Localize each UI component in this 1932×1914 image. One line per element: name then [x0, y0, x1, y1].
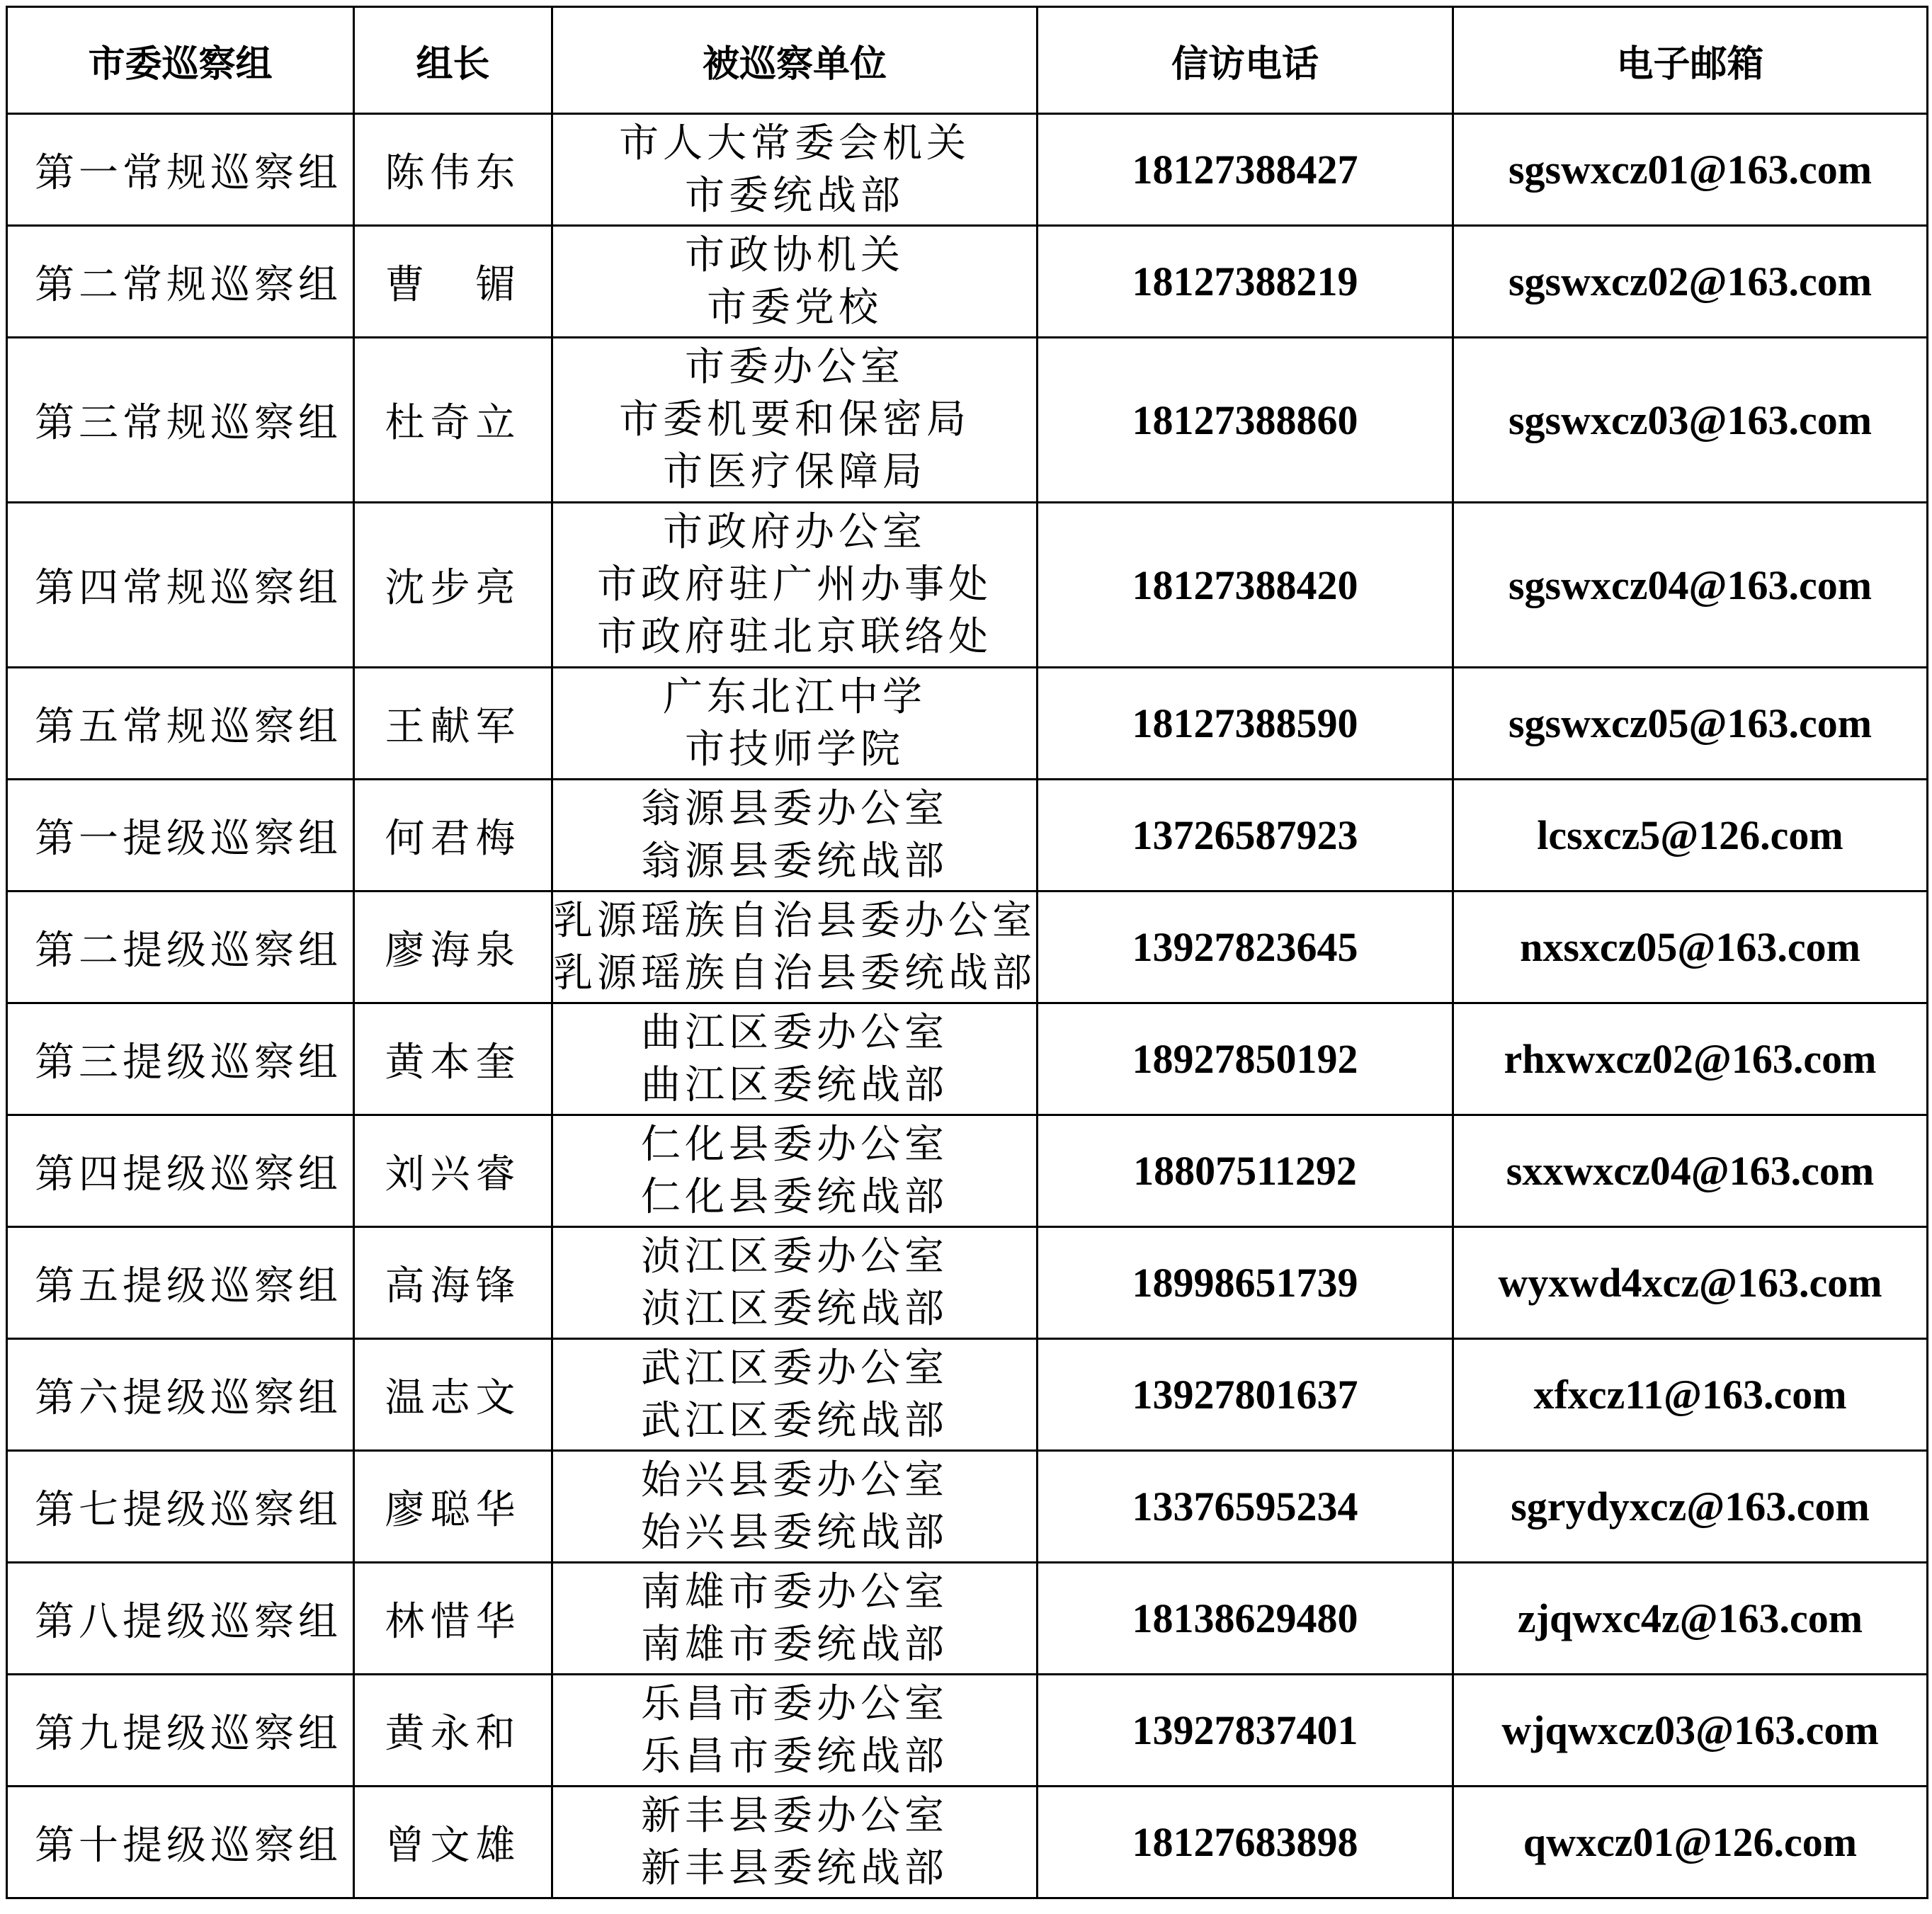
unit-line: 市政协机关 — [685, 232, 904, 278]
leader-name: 陈伟东 — [354, 114, 552, 226]
inspected-units — [552, 114, 1038, 226]
leader-name: 黄本奎 — [354, 1003, 552, 1115]
email-address: sgswxcz02@163.com — [1453, 226, 1928, 338]
group-name: 第八提级巡察组 — [7, 1563, 354, 1675]
group-name: 第九提级巡察组 — [7, 1675, 354, 1787]
inspected-units — [552, 1003, 1038, 1115]
header-units: 被巡察单位 — [552, 7, 1038, 114]
table-row — [7, 1675, 1928, 1787]
leader-name: 何君梅 — [354, 780, 552, 892]
group-name: 第五提级巡察组 — [7, 1227, 354, 1339]
table-row — [7, 1787, 1928, 1898]
leader-name: 林惜华 — [354, 1563, 552, 1675]
unit-line: 曲江区委统战部 — [641, 1061, 948, 1108]
inspected-units — [552, 1787, 1038, 1898]
unit-line: 乳源瑶族自治县委办公室 — [553, 897, 1036, 944]
inspected-units — [552, 1339, 1038, 1451]
email-address: wyxwd4xcz@163.com — [1453, 1227, 1928, 1339]
unit-line: 南雄市委办公室 — [641, 1568, 948, 1615]
unit-line: 翁源县委办公室 — [641, 785, 948, 832]
group-name: 第三提级巡察组 — [7, 1003, 354, 1115]
unit-line: 市政府驻北京联络处 — [597, 614, 992, 660]
email-address: sgswxcz01@163.com — [1453, 114, 1928, 226]
group-name: 第四常规巡察组 — [7, 503, 354, 668]
inspected-units — [552, 1563, 1038, 1675]
table-row — [7, 780, 1928, 892]
header-row — [7, 7, 1928, 114]
leader-name: 刘兴睿 — [354, 1115, 552, 1227]
table-row — [7, 1115, 1928, 1227]
leader-name: 黄永和 — [354, 1675, 552, 1787]
phone-number: 13376595234 — [1038, 1451, 1453, 1563]
phone-number: 18998651739 — [1038, 1227, 1453, 1339]
table-row — [7, 892, 1928, 1003]
inspected-units — [552, 1675, 1038, 1787]
unit-line: 市委机要和保密局 — [619, 397, 970, 443]
table-row — [7, 1003, 1928, 1115]
header-email: 电子邮箱 — [1453, 7, 1928, 114]
phone-number: 13927823645 — [1038, 892, 1453, 1003]
leader-name: 温志文 — [354, 1339, 552, 1451]
inspected-units — [552, 226, 1038, 338]
unit-line: 始兴县委统战部 — [641, 1509, 948, 1556]
phone-number: 18127388427 — [1038, 114, 1453, 226]
leader-name: 廖海泉 — [354, 892, 552, 1003]
email-address: sgswxcz04@163.com — [1453, 503, 1928, 668]
group-name: 第一提级巡察组 — [7, 780, 354, 892]
unit-line: 始兴县委办公室 — [641, 1457, 948, 1503]
inspected-units — [552, 780, 1038, 892]
leader-name: 王献军 — [354, 668, 552, 780]
unit-line: 市人大常委会机关 — [619, 120, 970, 166]
email-address: xfxcz11@163.com — [1453, 1339, 1928, 1451]
email-address: wjqwxcz03@163.com — [1453, 1675, 1928, 1787]
phone-number: 18127388590 — [1038, 668, 1453, 780]
phone-number: 13726587923 — [1038, 780, 1453, 892]
table-row — [7, 114, 1928, 226]
email-address: sgswxcz05@163.com — [1453, 668, 1928, 780]
group-name: 第四提级巡察组 — [7, 1115, 354, 1227]
table-row — [7, 226, 1928, 338]
unit-line: 市委党校 — [707, 284, 882, 331]
email-address: rhxwxcz02@163.com — [1453, 1003, 1928, 1115]
email-address: nxsxcz05@163.com — [1453, 892, 1928, 1003]
inspection-group-table — [6, 6, 1928, 1899]
email-address: zjqwxc4z@163.com — [1453, 1563, 1928, 1675]
phone-number: 13927837401 — [1038, 1675, 1453, 1787]
unit-line: 曲江区委办公室 — [641, 1009, 948, 1056]
unit-line: 武江区委统战部 — [641, 1397, 948, 1444]
unit-line: 市政府驻广州办事处 — [597, 562, 992, 608]
email-address: qwxcz01@126.com — [1453, 1787, 1928, 1898]
unit-line: 乐昌市委办公室 — [641, 1680, 948, 1727]
unit-line: 市医疗保障局 — [663, 449, 926, 495]
unit-line: 广东北江中学 — [663, 673, 926, 720]
unit-line: 乐昌市委统战部 — [641, 1733, 948, 1779]
unit-line: 翁源县委统战部 — [641, 838, 948, 884]
phone-number: 18927850192 — [1038, 1003, 1453, 1115]
unit-line: 市委办公室 — [685, 344, 904, 390]
table-row — [7, 1451, 1928, 1563]
group-name: 第二提级巡察组 — [7, 892, 354, 1003]
table-row — [7, 338, 1928, 503]
unit-line: 南雄市委统战部 — [641, 1621, 948, 1668]
email-address: lcsxcz5@126.com — [1453, 780, 1928, 892]
group-name: 第二常规巡察组 — [7, 226, 354, 338]
unit-line: 乳源瑶族自治县委统战部 — [553, 950, 1036, 996]
unit-line: 市政府办公室 — [663, 509, 926, 555]
header-group: 市委巡察组 — [7, 7, 354, 114]
leader-name: 高海锋 — [354, 1227, 552, 1339]
table-row — [7, 668, 1928, 780]
email-address: sgswxcz03@163.com — [1453, 338, 1928, 503]
header-leader: 组长 — [354, 7, 552, 114]
group-name: 第六提级巡察组 — [7, 1339, 354, 1451]
table-row — [7, 1227, 1928, 1339]
group-name: 第七提级巡察组 — [7, 1451, 354, 1563]
unit-line: 浈江区委统战部 — [641, 1285, 948, 1332]
table-row — [7, 1563, 1928, 1675]
unit-line: 浈江区委办公室 — [641, 1233, 948, 1280]
phone-number: 18127388219 — [1038, 226, 1453, 338]
leader-name: 曾文雄 — [354, 1787, 552, 1898]
unit-line: 市委统战部 — [685, 172, 904, 219]
unit-line: 新丰县委办公室 — [641, 1792, 948, 1839]
email-address: sgrydyxcz@163.com — [1453, 1451, 1928, 1563]
phone-number: 18807511292 — [1038, 1115, 1453, 1227]
group-name: 第一常规巡察组 — [7, 114, 354, 226]
inspected-units — [552, 1115, 1038, 1227]
inspected-units — [552, 668, 1038, 780]
group-name: 第五常规巡察组 — [7, 668, 354, 780]
leader-name: 杜奇立 — [354, 338, 552, 503]
unit-line: 市技师学院 — [685, 726, 904, 773]
inspected-units — [552, 1451, 1038, 1563]
phone-number: 18138629480 — [1038, 1563, 1453, 1675]
group-name: 第三常规巡察组 — [7, 338, 354, 503]
unit-line: 武江区委办公室 — [641, 1345, 948, 1391]
email-address: sxxwxcz04@163.com — [1453, 1115, 1928, 1227]
unit-line: 仁化县委办公室 — [641, 1121, 948, 1168]
phone-number: 13927801637 — [1038, 1339, 1453, 1451]
phone-number: 18127683898 — [1038, 1787, 1453, 1898]
leader-name: 沈步亮 — [354, 503, 552, 668]
leader-name: 廖聪华 — [354, 1451, 552, 1563]
phone-number: 18127388860 — [1038, 338, 1453, 503]
inspected-units — [552, 503, 1038, 668]
phone-number: 18127388420 — [1038, 503, 1453, 668]
inspected-units — [552, 892, 1038, 1003]
table-row — [7, 1339, 1928, 1451]
leader-name: 曹 镅 — [354, 226, 552, 338]
unit-line: 仁化县委统战部 — [641, 1173, 948, 1220]
inspected-units — [552, 1227, 1038, 1339]
header-phone: 信访电话 — [1038, 7, 1453, 114]
table-row — [7, 503, 1928, 668]
inspected-units — [552, 338, 1038, 503]
unit-line: 新丰县委统战部 — [641, 1845, 948, 1891]
group-name: 第十提级巡察组 — [7, 1787, 354, 1898]
